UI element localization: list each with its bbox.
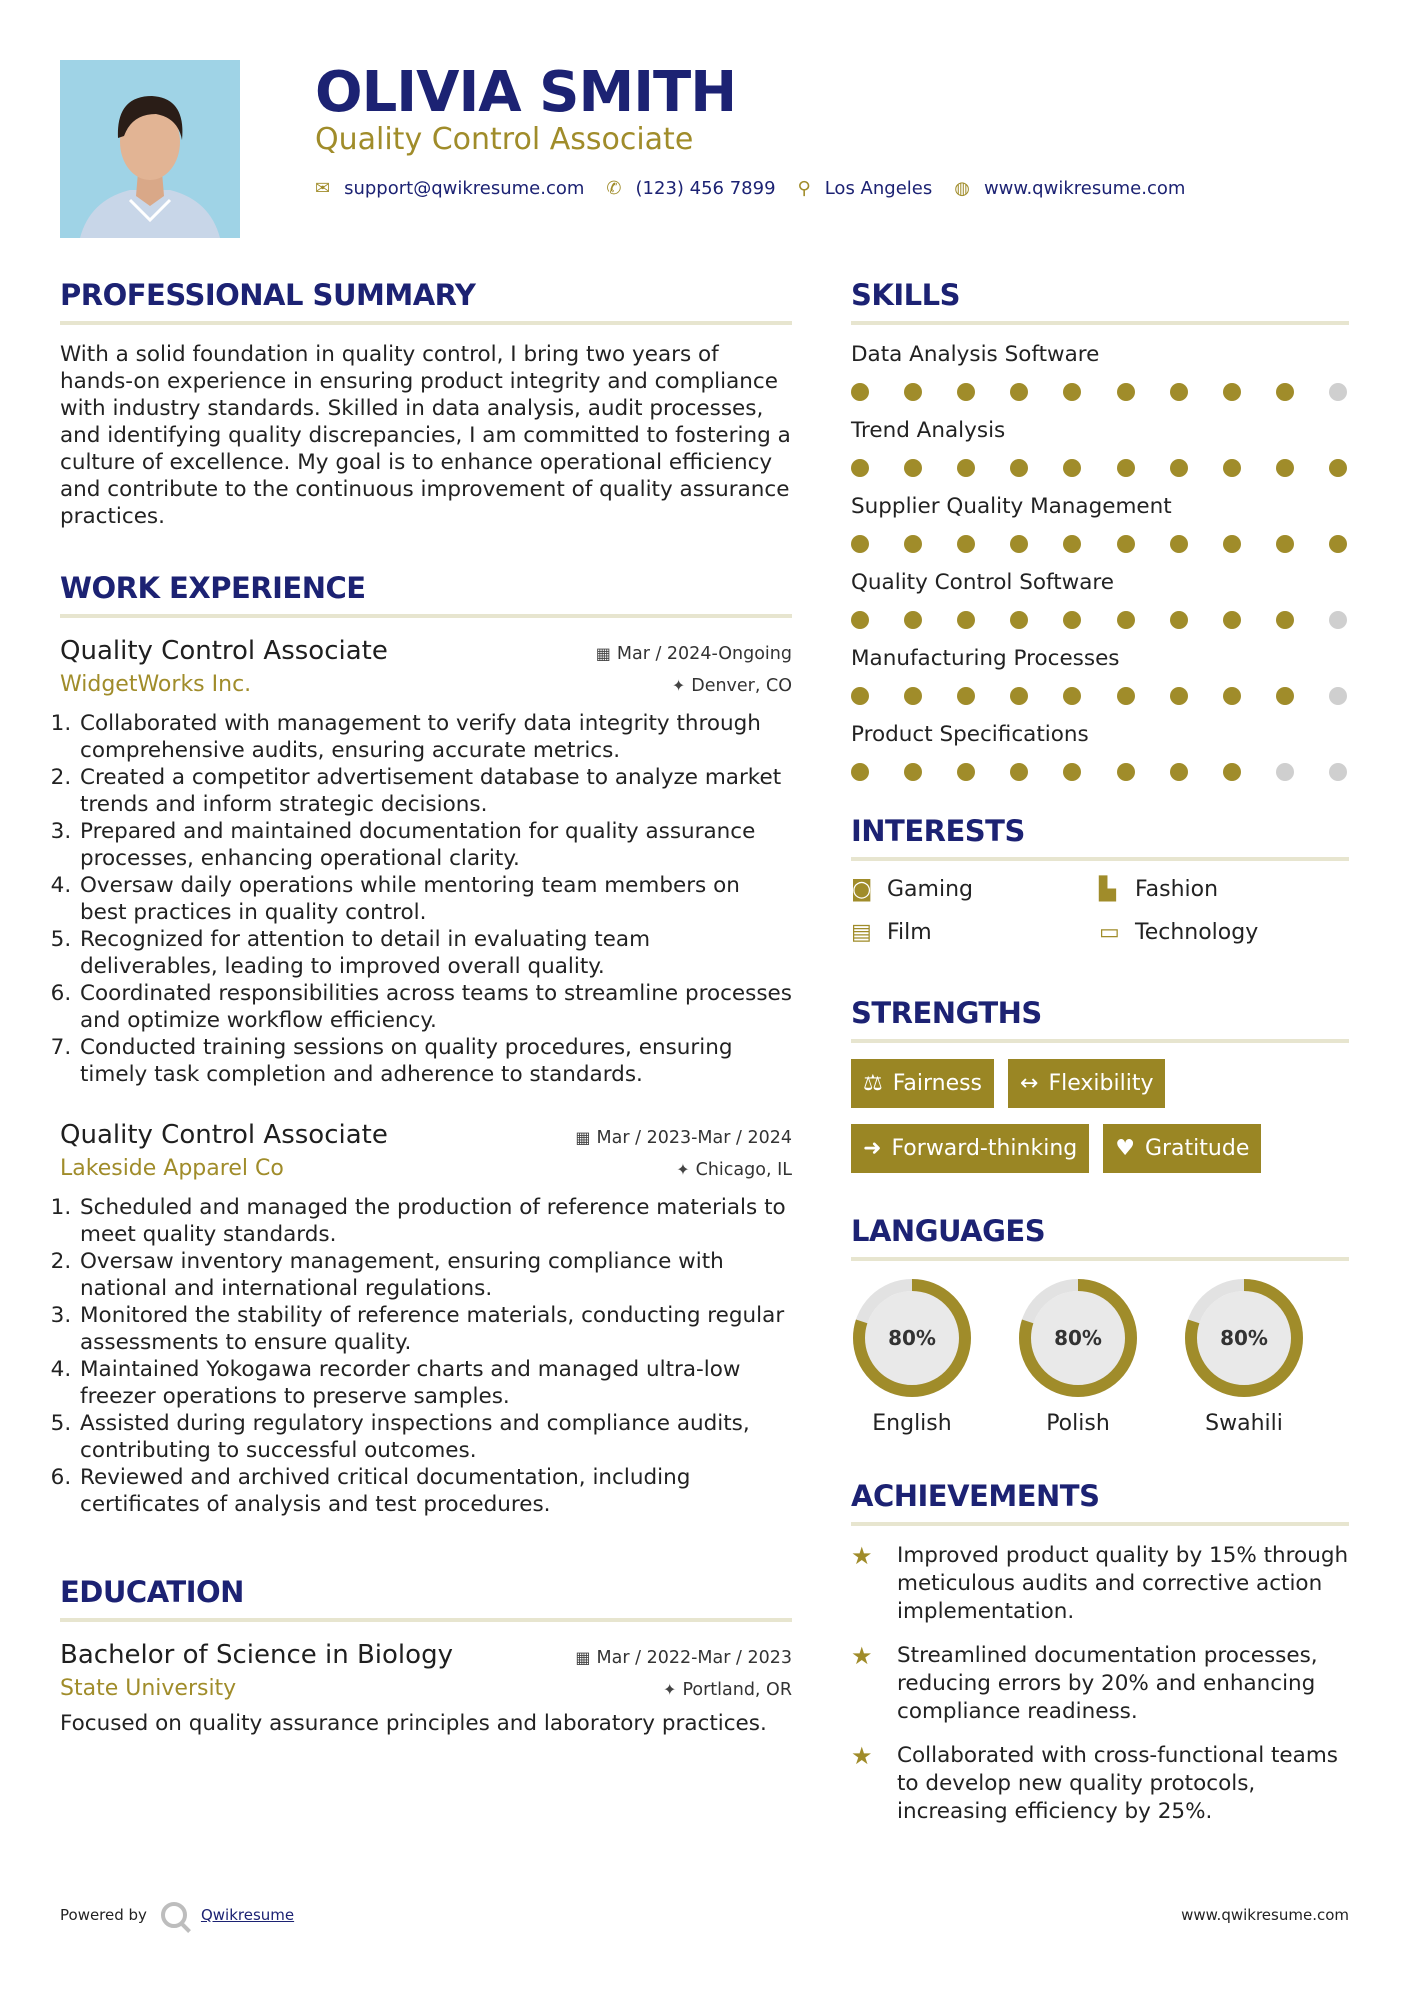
rating-dot-filled (904, 535, 922, 553)
balance-scale-icon: ⚖ (863, 1071, 883, 1096)
skill-item (851, 645, 1349, 705)
duty-item: 3. Monitored the stability of reference materials, conducting regular assessments to ensure quality. (78, 1302, 792, 1356)
duty-item: 4. Maintained Yokogawa recorder charts and managed ultra-low freezer operations to preserve samples. (78, 1356, 792, 1410)
rating-dot-filled (851, 535, 869, 553)
contact-location: Los Angeles (824, 178, 933, 199)
rating-dot-filled (1276, 459, 1294, 477)
language-percent: 80% (1220, 1326, 1268, 1350)
skill-rating (851, 383, 1349, 401)
rating-dot-filled (851, 763, 869, 781)
skill-item (851, 721, 1349, 781)
strength-badge (1008, 1059, 1165, 1108)
rating-dot-filled (1010, 611, 1028, 629)
rating-dot-empty (1329, 687, 1347, 705)
rating-dot-filled (1063, 535, 1081, 553)
rating-dot-filled (957, 383, 975, 401)
job-entry (60, 1118, 792, 1518)
strength-badge (1103, 1124, 1261, 1173)
rating-dot-filled (1170, 611, 1188, 629)
languages-heading: LANGUAGES (851, 1211, 1349, 1261)
achievement-item (851, 1642, 1349, 1726)
rating-dot-filled (1170, 459, 1188, 477)
rating-dot-filled (1010, 535, 1028, 553)
language-ring (1017, 1277, 1139, 1399)
rating-dot-filled (957, 459, 975, 477)
rating-dot-filled (1117, 535, 1135, 553)
contact-bar (315, 178, 1207, 199)
rating-dot-filled (1329, 535, 1347, 553)
education-date: Mar / 2022-Mar / 2023 (596, 1648, 792, 1668)
language-name: English (872, 1411, 952, 1436)
interest-item (851, 877, 1099, 902)
duty-item: 5. Assisted during regulatory inspections and compliance audits, contributing to successful outcomes. (78, 1410, 792, 1464)
achievement-text: Streamlined documentation processes, reducing errors by 20% and enhancing compliance readiness. (897, 1643, 1318, 1724)
rating-dot-filled (1063, 383, 1081, 401)
rating-dot-filled (904, 383, 922, 401)
rating-dot-filled (957, 611, 975, 629)
language-item (1183, 1277, 1305, 1436)
duty-item: 6. Reviewed and archived critical documentation, including certificates of analysis and test procedures. (78, 1464, 792, 1518)
achievement-item (851, 1742, 1349, 1826)
rating-dot-filled (1223, 611, 1241, 629)
skill-name: Supplier Quality Management (851, 494, 1172, 519)
interest-item (1099, 920, 1349, 945)
rating-dot-filled (1276, 535, 1294, 553)
globe-icon: ◍ (954, 178, 970, 199)
duty-item: 4. Oversaw daily operations while mentoring team members on best practices in quality control. (78, 872, 792, 926)
shopping-bag-icon: ▙ (1099, 877, 1116, 902)
rating-dot-filled (1117, 459, 1135, 477)
skill-rating (851, 611, 1349, 629)
education-location: Portland, OR (682, 1680, 792, 1700)
skill-item (851, 493, 1349, 553)
strength-label: Fairness (892, 1071, 983, 1096)
rating-dot-filled (1170, 383, 1188, 401)
achievements-heading: ACHIEVEMENTS (851, 1476, 1349, 1526)
rating-dot-filled (1063, 611, 1081, 629)
interest-label: Technology (1135, 920, 1259, 945)
star-icon: ★ (851, 1542, 873, 1570)
rating-dot-filled (1117, 687, 1135, 705)
rating-dot-filled (1117, 383, 1135, 401)
interest-item (851, 920, 1099, 945)
skill-name: Data Analysis Software (851, 342, 1100, 367)
rating-dot-filled (851, 459, 869, 477)
language-percent: 80% (888, 1326, 936, 1350)
skill-name: Manufacturing Processes (851, 646, 1120, 671)
skill-name: Quality Control Software (851, 570, 1114, 595)
interest-label: Gaming (887, 877, 973, 902)
rating-dot-filled (1063, 687, 1081, 705)
profile-photo (60, 60, 240, 238)
rating-dot-filled (1170, 535, 1188, 553)
achievement-item (851, 1542, 1349, 1626)
pin-icon: ✦ (671, 676, 686, 695)
rating-dot-filled (851, 687, 869, 705)
strength-badge (851, 1124, 1089, 1173)
education-degree: Bachelor of Science in Biology (60, 1640, 453, 1670)
job-company: Lakeside Apparel Co (60, 1156, 284, 1181)
candidate-name: OLIVIA SMITH (315, 60, 737, 125)
strength-label: Forward-thinking (891, 1136, 1078, 1161)
pin-icon: ✦ (663, 1680, 677, 1699)
laptop-icon: ▭ (1099, 920, 1120, 945)
rating-dot-filled (1276, 611, 1294, 629)
strength-label: Gratitude (1144, 1136, 1250, 1161)
job-location: Denver, CO (691, 676, 792, 696)
skill-name: Trend Analysis (851, 418, 1006, 443)
qwikresume-logo-icon (161, 1902, 187, 1928)
powered-by-label: Powered by (60, 1906, 147, 1924)
duty-item: 2. Created a competitor advertisement database to analyze market trends and inform strategic decisions. (78, 764, 792, 818)
skills-heading: SKILLS (851, 275, 1349, 325)
skill-item (851, 341, 1349, 401)
interest-label: Film (887, 920, 932, 945)
strengths-heading: STRENGTHS (851, 993, 1349, 1043)
skill-item (851, 417, 1349, 477)
contact-email[interactable]: support@qwikresume.com (344, 178, 585, 199)
skill-rating (851, 687, 1349, 705)
rating-dot-filled (1276, 383, 1294, 401)
envelope-icon: ✉ (315, 178, 331, 199)
achievement-text: Collaborated with cross-functional teams to develop new quality protocols, increasing efficiency by 25%. (897, 1743, 1338, 1824)
education-school: State University (60, 1676, 237, 1701)
skills-list (851, 341, 1349, 781)
rating-dot-filled (957, 687, 975, 705)
rating-dot-filled (1117, 763, 1135, 781)
job-role: Quality Control Associate (60, 636, 388, 666)
job-role: Quality Control Associate (60, 1120, 388, 1150)
language-ring (1183, 1277, 1305, 1399)
language-name: Polish (1046, 1411, 1110, 1436)
rating-dot-empty (1329, 383, 1347, 401)
rating-dot-filled (851, 383, 869, 401)
interests-heading: INTERESTS (851, 811, 1349, 861)
rating-dot-filled (1117, 611, 1135, 629)
rating-dot-filled (1329, 459, 1347, 477)
interests-list (851, 877, 1349, 945)
rating-dot-filled (904, 459, 922, 477)
rating-dot-filled (904, 763, 922, 781)
language-percent: 80% (1054, 1326, 1102, 1350)
footer-powered-by (60, 1902, 294, 1928)
job-duties (60, 1194, 792, 1518)
right-column (851, 275, 1349, 1842)
duty-item: 5. Recognized for attention to detail in evaluating team deliverables, leading to improved overall quality. (78, 926, 792, 980)
rating-dot-filled (1170, 687, 1188, 705)
phone-icon: ✆ (606, 178, 622, 199)
job-location: Chicago, IL (695, 1160, 792, 1180)
star-icon: ★ (851, 1642, 873, 1670)
rating-dot-empty (1329, 611, 1347, 629)
rating-dot-filled (904, 611, 922, 629)
language-ring (851, 1277, 973, 1399)
contact-website[interactable]: www.qwikresume.com (983, 178, 1186, 199)
skill-item (851, 569, 1349, 629)
gamepad-icon: ◙ (851, 877, 873, 902)
rating-dot-filled (851, 611, 869, 629)
education-heading: EDUCATION (60, 1572, 792, 1622)
strength-label: Flexibility (1048, 1071, 1154, 1096)
job-date: Mar / 2023-Mar / 2024 (596, 1128, 792, 1148)
rating-dot-filled (1010, 383, 1028, 401)
rating-dot-filled (1010, 687, 1028, 705)
duty-item: 7. Conducted training sessions on quality procedures, ensuring timely task completion and adherence to standards. (78, 1034, 792, 1088)
arrows-horizontal-icon: ↔ (1020, 1071, 1039, 1096)
calendar-icon: ▦ (575, 1648, 591, 1667)
interest-item (1099, 877, 1349, 902)
rating-dot-filled (1276, 687, 1294, 705)
rating-dot-filled (957, 535, 975, 553)
job-duties (60, 710, 792, 1088)
languages-list (851, 1277, 1349, 1436)
duty-item: 1. Scheduled and managed the production of reference materials to meet quality standards. (78, 1194, 792, 1248)
contact-phone[interactable]: (123) 456 7899 (635, 178, 776, 199)
rating-dot-filled (1063, 459, 1081, 477)
rating-dot-filled (1223, 459, 1241, 477)
rating-dot-filled (904, 687, 922, 705)
skill-name: Product Specifications (851, 722, 1089, 747)
profile-photo-illustration (60, 60, 240, 238)
footer-website[interactable]: www.qwikresume.com (1181, 1906, 1349, 1924)
rating-dot-filled (1223, 383, 1241, 401)
skill-rating (851, 459, 1349, 477)
job-entry (60, 634, 792, 1088)
rating-dot-empty (1276, 763, 1294, 781)
candidate-title: Quality Control Associate (315, 122, 694, 157)
star-icon: ★ (851, 1742, 873, 1770)
summary-text: With a solid foundation in quality control, I bring two years of hands-on experience in ensuring product integrity and compliance with industry standards. Skilled in data analysis, audit processes, and identifying quality discrepancies, I am committed to fostering a culture of excellence. My goal is to enhance operational efficiency and contribute to the continuous improvement of quality assurance practices. (60, 342, 791, 529)
rating-dot-filled (1223, 687, 1241, 705)
arrow-right-icon: ➜ (863, 1136, 882, 1161)
calendar-icon: ▦ (575, 1128, 591, 1147)
rating-dot-filled (1010, 459, 1028, 477)
job-date: Mar / 2024-Ongoing (616, 644, 792, 664)
achievement-text: Improved product quality by 15% through meticulous audits and corrective action implementation. (897, 1543, 1349, 1624)
rating-dot-filled (1063, 763, 1081, 781)
job-company: WidgetWorks Inc. (60, 672, 252, 697)
language-item (1017, 1277, 1139, 1436)
education-entry (60, 1638, 792, 1737)
rating-dot-filled (1170, 763, 1188, 781)
pin-icon: ✦ (676, 1160, 690, 1179)
skill-rating (851, 535, 1349, 553)
duty-item: 3. Prepared and maintained documentation for quality assurance processes, enhancing operational clarity. (78, 818, 792, 872)
film-icon: ▤ (851, 920, 872, 945)
work-heading: WORK EXPERIENCE (60, 568, 792, 618)
duty-item: 6. Coordinated responsibilities across teams to streamline processes and optimize workflow efficiency. (78, 980, 792, 1034)
skill-rating (851, 763, 1349, 781)
duty-item: 2. Oversaw inventory management, ensuring compliance with national and international regulations. (78, 1248, 792, 1302)
rating-dot-filled (1223, 535, 1241, 553)
interest-label: Fashion (1135, 877, 1219, 902)
calendar-icon: ▦ (595, 644, 611, 663)
footer-brand-link[interactable]: Qwikresume (200, 1906, 295, 1924)
rating-dot-filled (1223, 763, 1241, 781)
heart-icon: ♥ (1115, 1136, 1135, 1161)
summary-heading: PROFESSIONAL SUMMARY (60, 275, 792, 325)
strengths-list (851, 1059, 1349, 1173)
education-description: Focused on quality assurance principles and laboratory practices. (60, 1711, 767, 1736)
rating-dot-filled (1010, 763, 1028, 781)
rating-dot-filled (957, 763, 975, 781)
rating-dot-empty (1329, 763, 1347, 781)
language-name: Swahili (1205, 1411, 1283, 1436)
strength-badge (851, 1059, 994, 1108)
language-item (851, 1277, 973, 1436)
map-marker-icon: ⚲ (797, 178, 811, 199)
left-column (60, 275, 792, 1767)
duty-item: 1. Collaborated with management to verify data integrity through comprehensive audits, ensuring accurate metrics. (78, 710, 792, 764)
